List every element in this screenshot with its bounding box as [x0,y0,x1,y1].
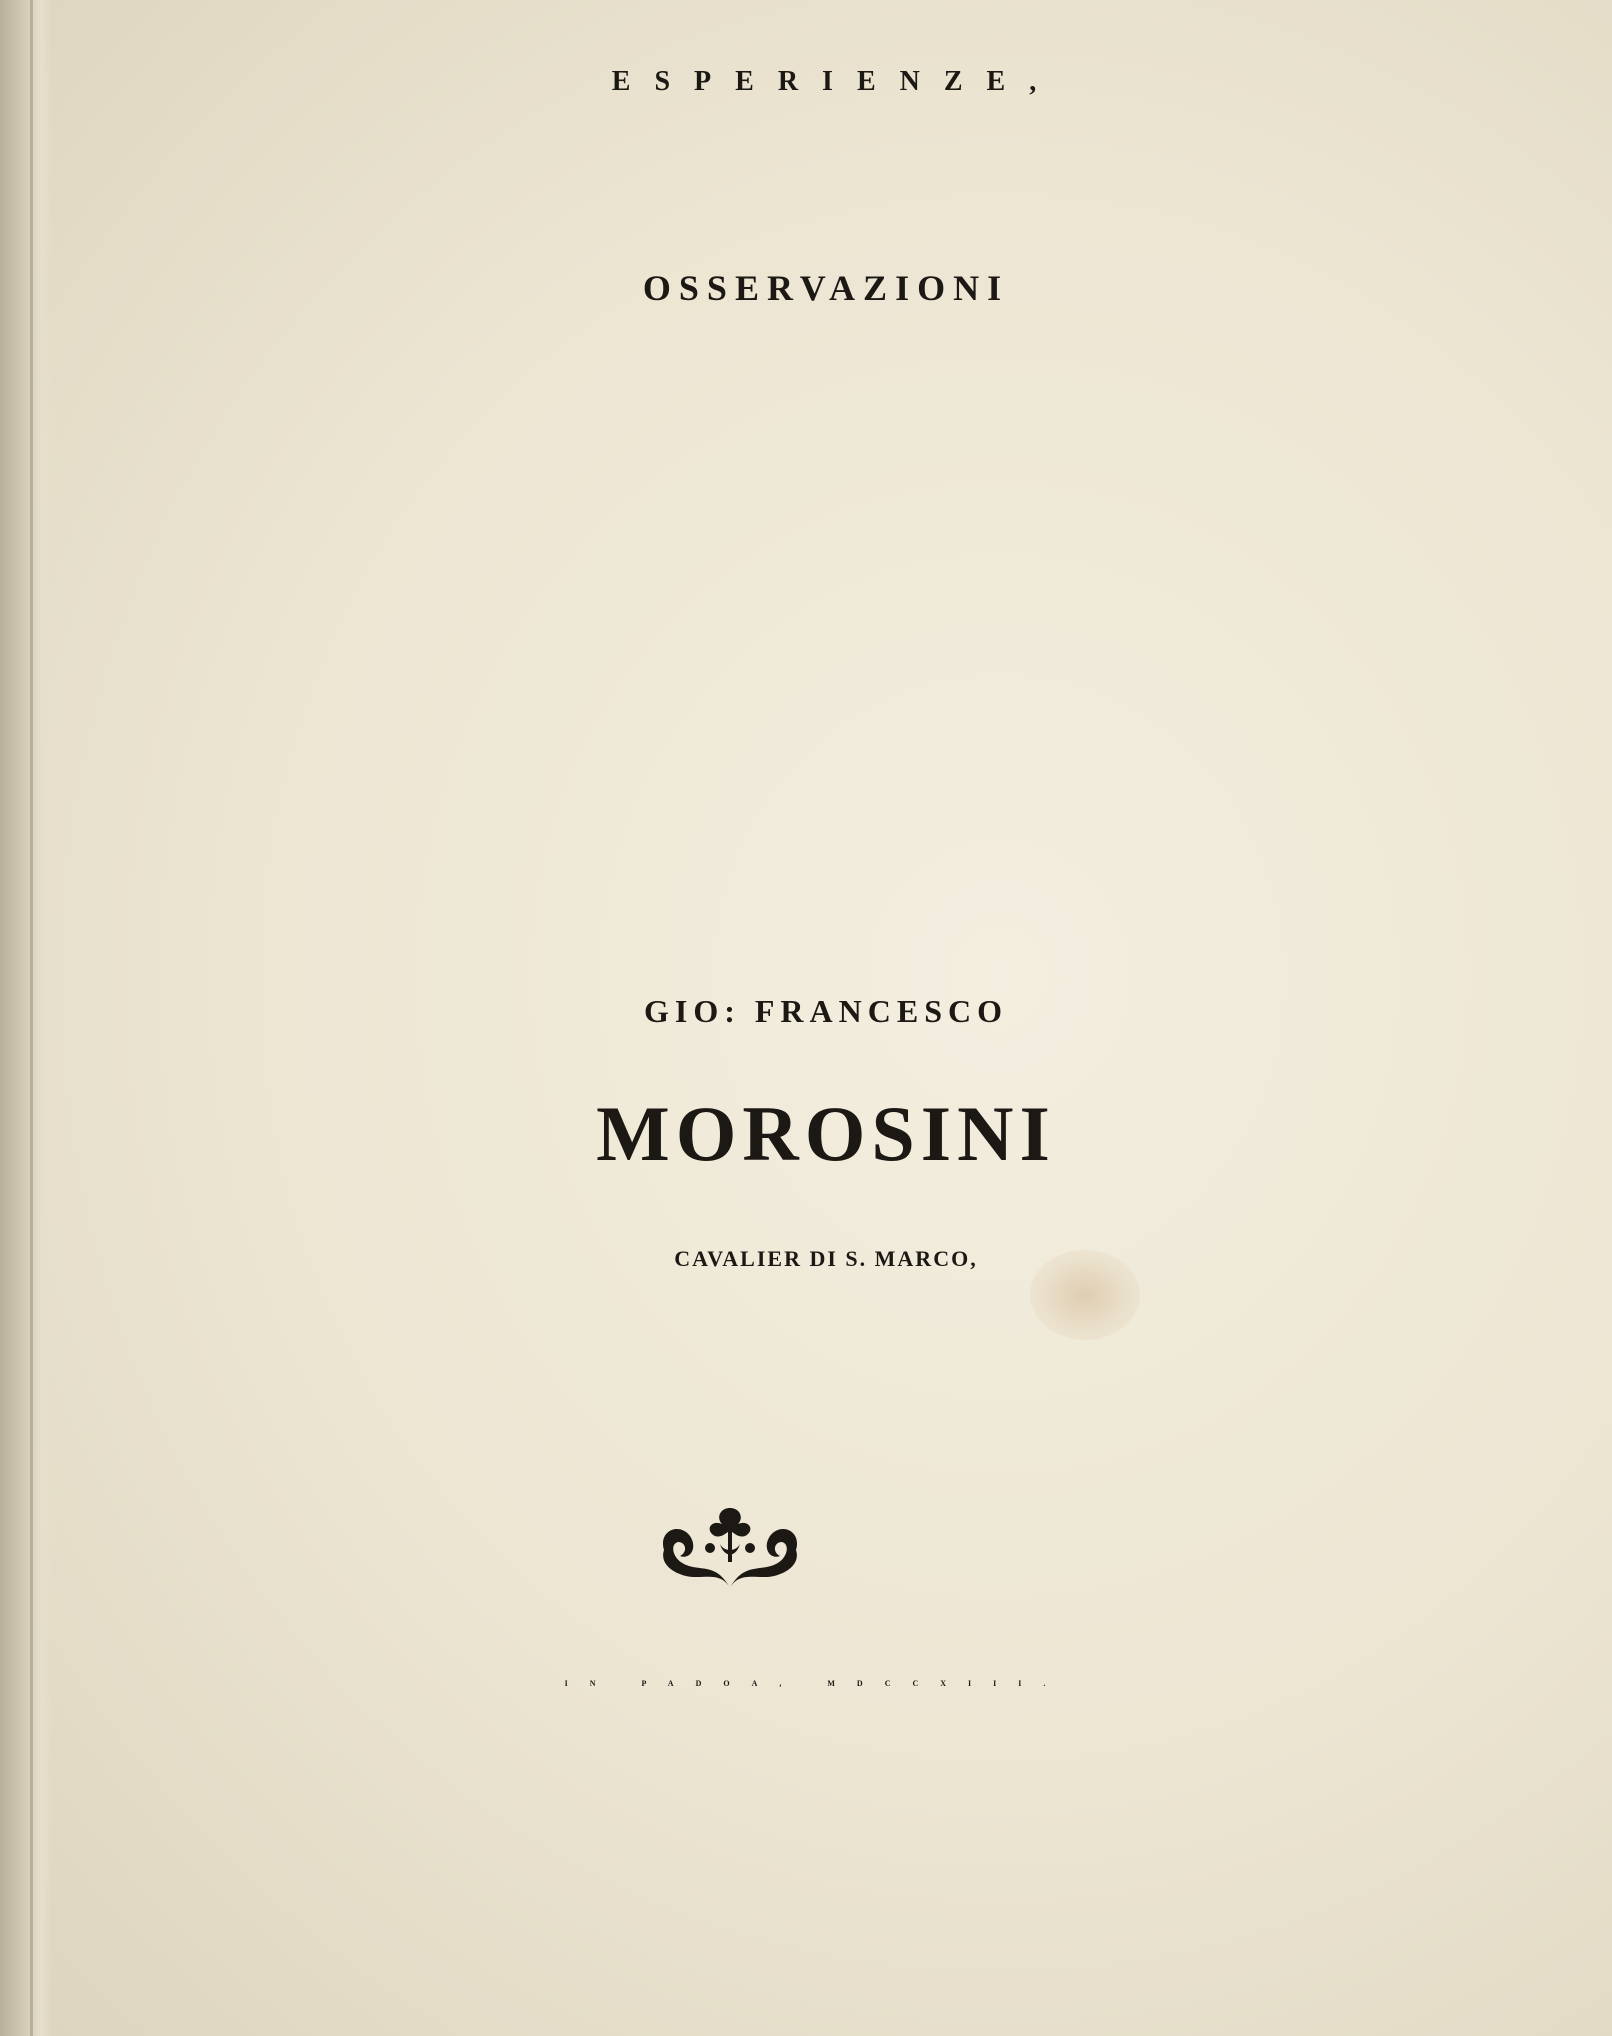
imprint-place-date: IN PADOA, MDCCXIII. [564,1679,1068,1688]
dedicatee-line-3: CAVALIER DI S. MARCO, [674,1246,978,1271]
floral-printer-ornament-icon [650,1500,810,1600]
title-line-osservazioni: OSSERVAZIONI [642,268,1010,308]
title-line-esperienze: ESPERIENZE, [611,66,1061,97]
dedicatee-line-1: GIO: FRANCESCO [643,993,1008,1029]
dedicatee-line-2: MOROSINI [596,1090,1056,1177]
